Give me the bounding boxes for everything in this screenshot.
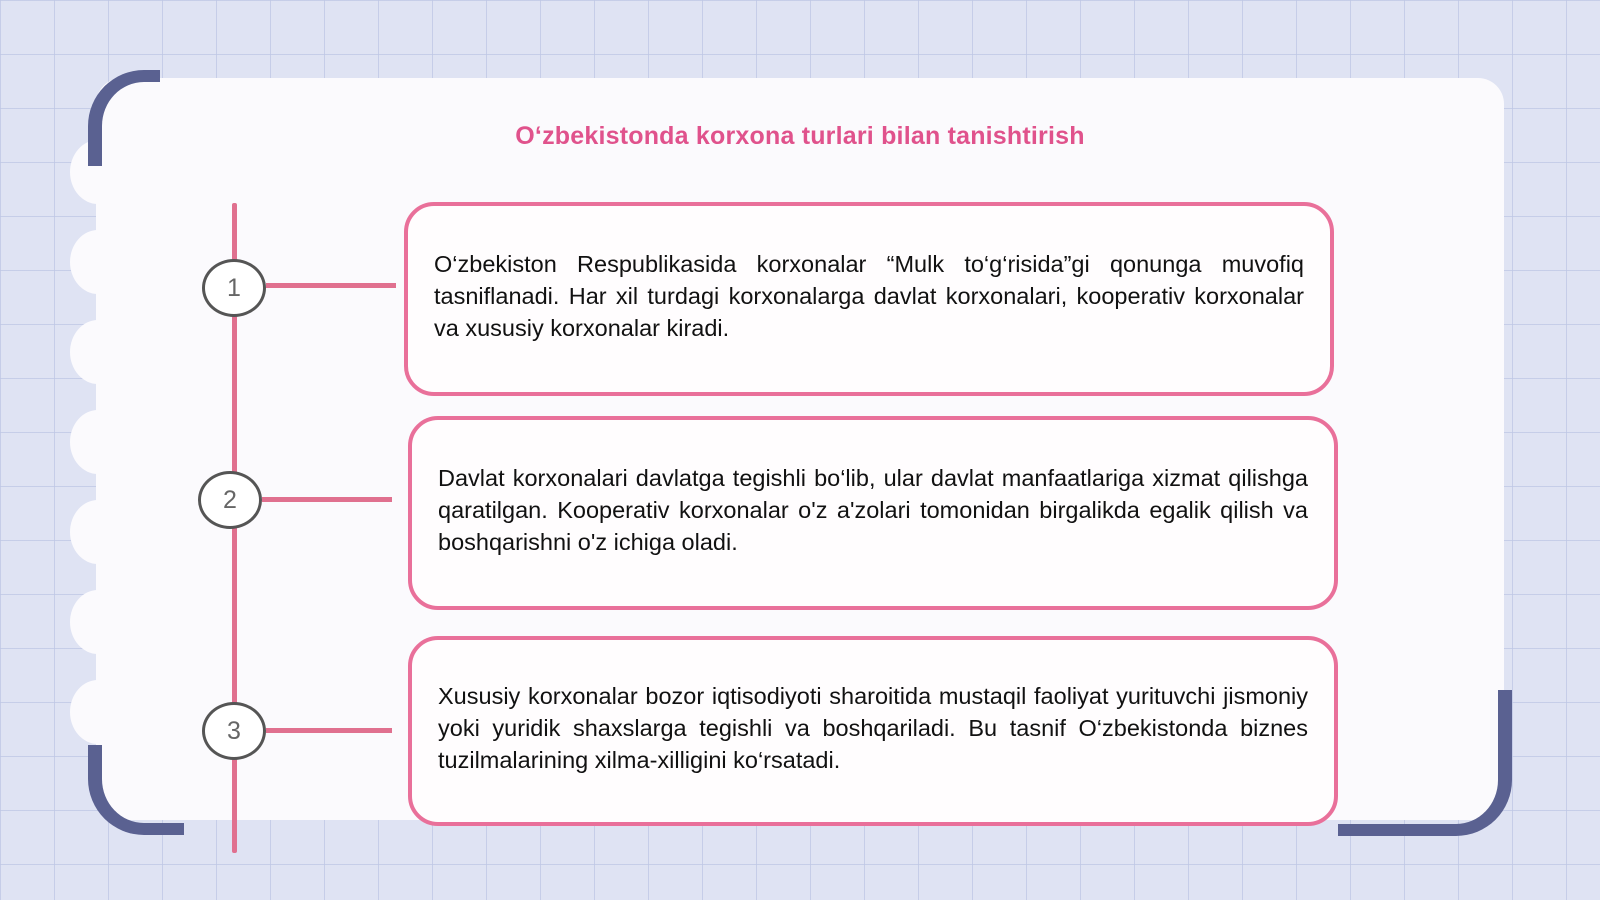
step-number-1: 1 (202, 259, 266, 317)
timeline-connector (266, 728, 392, 733)
paper-scallop (70, 230, 126, 294)
slide-title: O‘zbekistonda korxona turlari bilan tanishtirish (515, 122, 1085, 150)
paper-scallop (70, 590, 126, 654)
frame-corner-bottom-left (88, 745, 184, 835)
timeline-connector (266, 283, 396, 288)
step-card-1 (404, 202, 1334, 396)
frame-corner-bottom-right (1338, 690, 1512, 836)
paper-scallop (70, 680, 126, 744)
step-number-2: 2 (198, 471, 262, 529)
step-card-3-text: Xususiy korxonalar bozor iqtisodiyoti sharoitida mustaqil faoliyat yurituvchi jismoniy yoki yuridik shaxslarga tegishli va boshqariladi. Bu tasnif O‘zbekistonda biznes tuzilmalarining xilma-xilligini ko‘rsatadi. (438, 683, 1308, 773)
timeline-connector (262, 497, 392, 502)
step-card-2-text: Davlat korxonalari davlatga tegishli bo‘lib, ular davlat manfaatlariga xizmat qilishga qaratilgan. Kooperativ korxonalar o'z a'zolari tomonidan birgalikda egalik qilish va boshqarishni o'z ichiga oladi. (438, 465, 1308, 555)
step-card-2 (408, 416, 1338, 610)
paper-scallop (70, 500, 126, 564)
step-card-1-text: O‘zbekiston Respublikasida korxonalar “Mulk to‘g‘risida”gi qonunga muvofiq tasniflanadi. Har xil turdagi korxonalarga davlat korxonalari, kooperativ korxonalar va xususiy korxonalar kiradi. (434, 251, 1304, 341)
paper-scallop (70, 320, 126, 384)
step-card-3 (408, 636, 1338, 826)
paper-scallop (70, 410, 126, 474)
step-number-3: 3 (202, 702, 266, 760)
frame-corner-top-left (88, 70, 160, 166)
